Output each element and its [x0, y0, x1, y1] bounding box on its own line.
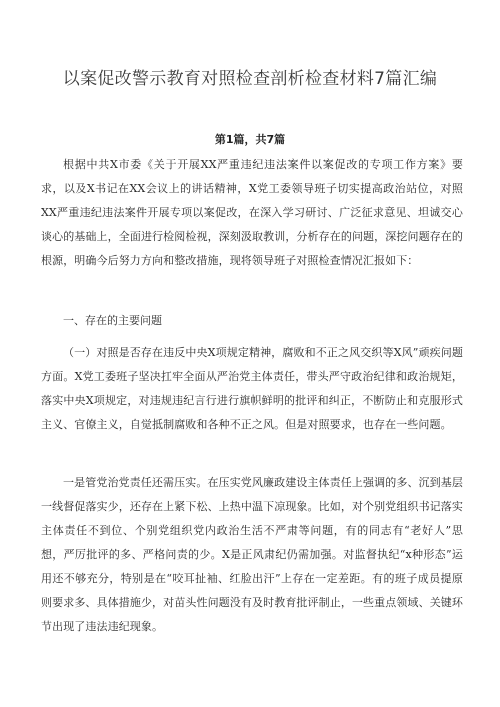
document-subtitle: 第1篇，共7篇: [214, 133, 286, 146]
section-paragraph-1: （一）对照是否存在违反中央X项规定精神，腐败和不正之风交织等X风”顽疾问题方面。X党工委班子坚决扛牢全面从严治党主体责任，带头严守政治纪律和政治规矩，落实中央X项规定，对违规违纪言行进行旗帜鲜明的批评和纠正，不断防止和克服形式主义、官僚主义，自觉抵制腐败和各种不正之风。但是对照要求，也存在一些问题。: [41, 346, 463, 431]
section-heading: 一、存在的主要问题: [63, 314, 162, 327]
intro-paragraph: 根据中共X市委《关于开展XX严重违纪违法案件以案促改的专项工作方案》要求，以及X书记在XX会议上的讲话精神，X党工委领导班子切实提高政治站位，对照XX严重违纪违法案件开展专项以案促改，在深入学习研讨、广泛征求意见、坦诚交心谈心的基础上，全面进行检阅检视，深刻汲取教训，分析存在的问题，深挖问题存在的根源，明确今后努力方向和整改措施，现将领导班子对照检查情况汇报如下：: [41, 158, 463, 267]
section-paragraph-2: 一是管党治党责任还需压实。在压实党风廉政建设主体责任上强调的多、沉到基层一线督促落实少，还存在上紧下松、上热中温下凉现象。比如，对个别党组织书记落实主体责任不到位、个别党组织党内政治生活不严肃等问题，有的同志有“老好人”思想，严厉批评的多、严格问责的少。X是正风肃纪仍需加强。对监督执纪“x种形态”运用还不够充分，特别是在“咬耳扯袖、红脸出汗”上存在一定差距。有的班子成员提原则要求多、具体措施少，对苗头性问题没有及时教育批评制止，一些重点领域、关键环节出现了违法违纪现象。: [41, 476, 463, 633]
document-title: 以案促改警示教育对照检查剖析检查材料7篇汇编: [62, 69, 438, 89]
